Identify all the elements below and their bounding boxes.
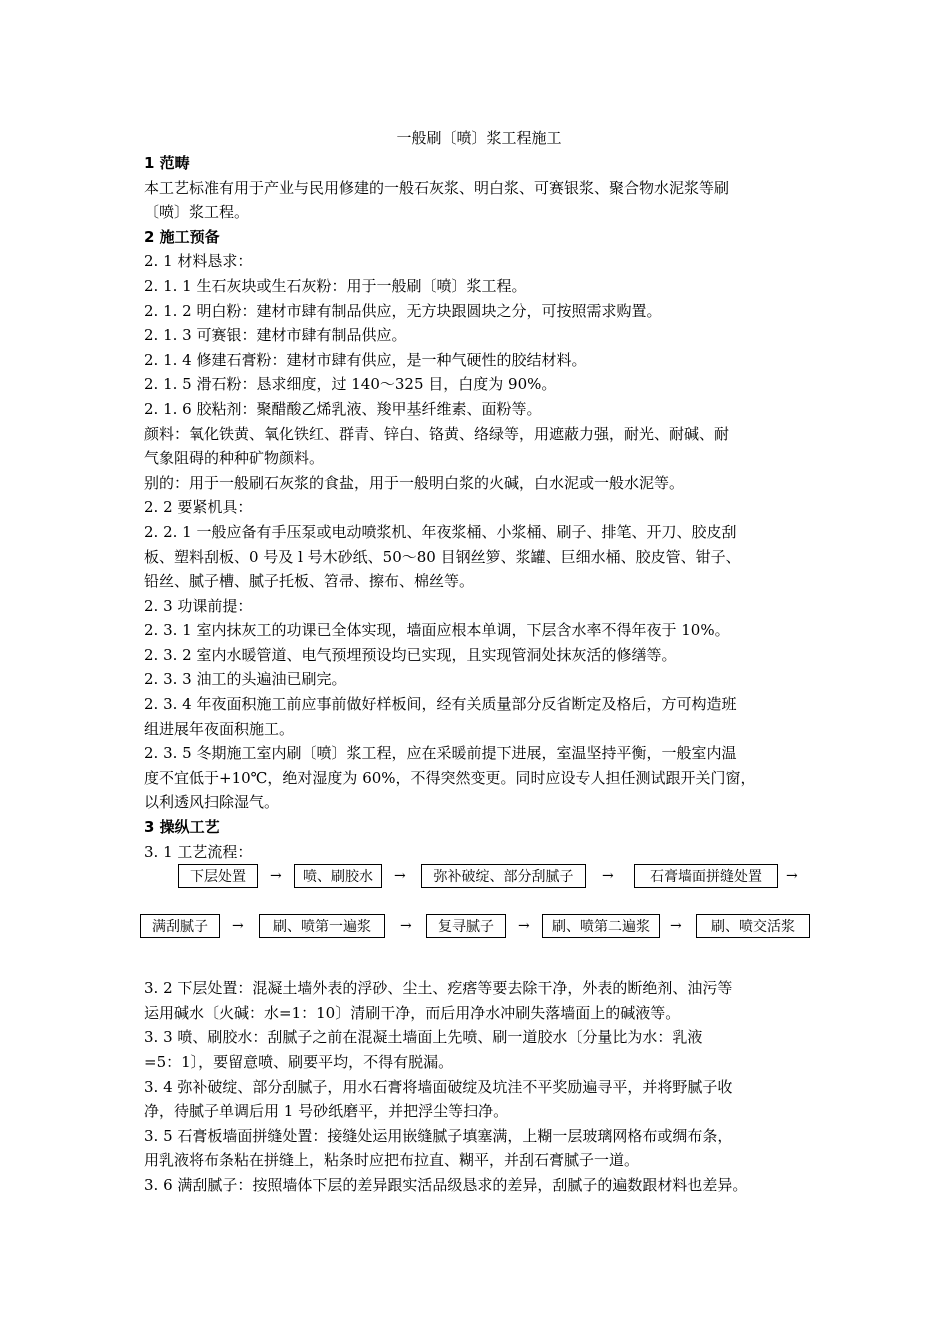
process-flow-diagram — [144, 864, 814, 976]
list-item: 2. 1. 2 明白粉：建材市肆有制品供应，无方块跟圆块之分，可按照需求购置。 — [144, 301, 662, 320]
section-heading-operation: 3 操纵工艺 — [144, 818, 220, 837]
section-heading-scope: 1 范畴 — [144, 154, 190, 172]
document-title: 一般刷〔喷〕浆工程施工 — [396, 129, 562, 147]
list-item: 2. 1. 3 可赛银：建材市肆有制品供应。 — [144, 326, 407, 345]
list-item: 2. 3. 2 室内水暖管道、电气预埋预设均已实现，且实现管洞处抹灰活的修缮等。 — [144, 645, 677, 664]
subsection-heading: 2. 1 材料恳求： — [144, 252, 253, 271]
flow-arrow: → — [270, 868, 282, 885]
list-item: 2. 3. 1 室内抹灰工的功课已全体实现，墙面应根本单调，下层含水率不得年夜于 10%。 — [144, 621, 730, 640]
flow-step-patch: 弥补破绽、部分刮腻子 — [421, 864, 586, 888]
list-item: 2. 3. 3 油工的头遍油已刷完。 — [144, 670, 347, 689]
flow-step-final-coat: 刷、喷交活浆 — [696, 914, 810, 938]
flow-step-first-coat: 刷、喷第一遍浆 — [259, 914, 385, 938]
paragraph-line: 3. 4 弥补破绽、部分刮腻子，用水石膏将墙面破绽及坑洼不平奖励遍寻平，并将野腻子收 — [144, 1077, 733, 1096]
paragraph-line: 本工艺标准有用于产业与民用修建的一般石灰浆、明白浆、可赛银浆、聚合物水泥浆等刷 — [144, 178, 730, 197]
flow-arrow: → — [232, 918, 244, 935]
flow-step-glue: 喷、刷胶水 — [294, 864, 382, 888]
flow-arrow: → — [786, 868, 798, 885]
paragraph-line: 运用碱水〔火碱：水=1：10〕清刷干净，而后用净水冲刷失落墙面上的碱液等。 — [144, 1003, 681, 1022]
list-item: 2. 1. 1 生石灰块或生石灰粉：用于一般刷〔喷〕浆工程。 — [144, 276, 527, 295]
paragraph-line: 颜料：氧化铁黄、氧化铁红、群青、锌白、铬黄、络绿等，用遮蔽力强，耐光、耐碱、耐 — [144, 424, 730, 443]
list-item: 2. 3. 5 冬期施工室内刷〔喷〕浆工程，应在采暖前提下进展，室温坚持平衡，一般室内温 — [144, 744, 737, 763]
subsection-heading: 2. 2 要紧机具： — [144, 498, 253, 517]
flow-arrow: → — [394, 868, 406, 885]
list-item: 2. 1. 5 滑石粉：恳求细度，过 140～325 目，白度为 90%。 — [144, 375, 557, 394]
flow-arrow: → — [602, 868, 614, 885]
paragraph-line: 3. 3 喷、刷胶水：刮腻子之前在混凝土墙面上先喷、刷一道胶水〔分量比为水：乳液 — [144, 1028, 703, 1047]
list-item: 铅丝、腻子槽、腻子托板、笤帚、擦布、棉丝等。 — [144, 572, 475, 591]
list-item: 组进展年夜面积施工。 — [144, 719, 295, 738]
paragraph-line: 净，待腻子单调后用 1 号砂纸磨平，并把浮尘等扫净。 — [144, 1102, 509, 1121]
paragraph-line: 3. 5 石膏板墙面拼缝处置：接缝处运用嵌缝腻子填塞满，上糊一层玻璃网格布或绸布条， — [144, 1126, 733, 1145]
paragraph-line: 3. 2 下层处置：混凝土墙外表的浮砂、尘土、疙瘩等要去除干净，外表的断绝剂、油污等 — [144, 979, 733, 998]
flow-arrow: → — [670, 918, 682, 935]
paragraph-line: 3. 6 满刮腻子：按照墙体下层的差异跟实活品级恳求的差异，刮腻子的遍数跟材料也差异。 — [144, 1175, 748, 1194]
list-item: 度不宜低于+10℃，绝对湿度为 60%，不得突然变更。同时应设专人担任测试跟开关门窗， — [144, 768, 756, 787]
list-item: 以利透风扫除湿气。 — [144, 793, 280, 812]
list-item: 2. 2. 1 一般应备有手压泵或电动喷浆机、年夜浆桶、小浆桶、刷子、排笔、开刀、胶皮刮 — [144, 522, 737, 541]
list-item: 板、塑料刮板、0 号及 l 号木砂纸、50～80 目钢丝箩、浆罐、巨细水桶、胶皮管、钳子、 — [144, 547, 741, 566]
flow-step-second-coat: 刷、喷第二遍浆 — [542, 914, 660, 938]
flow-step-base-treatment: 下层处置 — [178, 864, 258, 888]
flow-step-gypsum-joint: 石膏墙面拼缝处置 — [634, 864, 778, 888]
paragraph-line: 用乳液将布条粘在拼缝上，粘条时应把布拉直、糊平，并刮石膏腻子一道。 — [144, 1151, 640, 1170]
flow-step-repair-putty: 复寻腻子 — [426, 914, 506, 938]
list-item: 2. 1. 6 胶粘剂：聚醋酸乙烯乳液、羧甲基纤维素、面粉等。 — [144, 399, 542, 418]
document-content — [144, 126, 814, 1198]
list-item: 2. 3. 4 年夜面积施工前应事前做好样板间，经有关质量部分反省断定及格后，方可构造班 — [144, 695, 737, 714]
flow-step-full-putty: 满刮腻子 — [140, 914, 220, 938]
list-item: 2. 1. 4 修建石膏粉：建材市肆有供应，是一种气硬性的胶结材料。 — [144, 350, 587, 369]
subsection-heading: 2. 3 功课前提： — [144, 596, 253, 615]
paragraph-line: 〔喷〕浆工程。 — [144, 203, 250, 222]
paragraph-line: 别的：用于一般刷石灰浆的食盐，用于一般明白浆的火碱，白水泥或一般水泥等。 — [144, 473, 685, 492]
flow-arrow: → — [400, 918, 412, 935]
flow-arrow: → — [518, 918, 530, 935]
paragraph-line: =5：1〕，要留意喷、刷要平均，不得有脱漏。 — [144, 1053, 454, 1071]
subsection-heading: 3. 1 工艺流程： — [144, 842, 253, 861]
paragraph-line: 气象阻碍的种种矿物颜料。 — [144, 449, 325, 468]
section-heading-preparation: 2 施工预备 — [144, 227, 220, 246]
